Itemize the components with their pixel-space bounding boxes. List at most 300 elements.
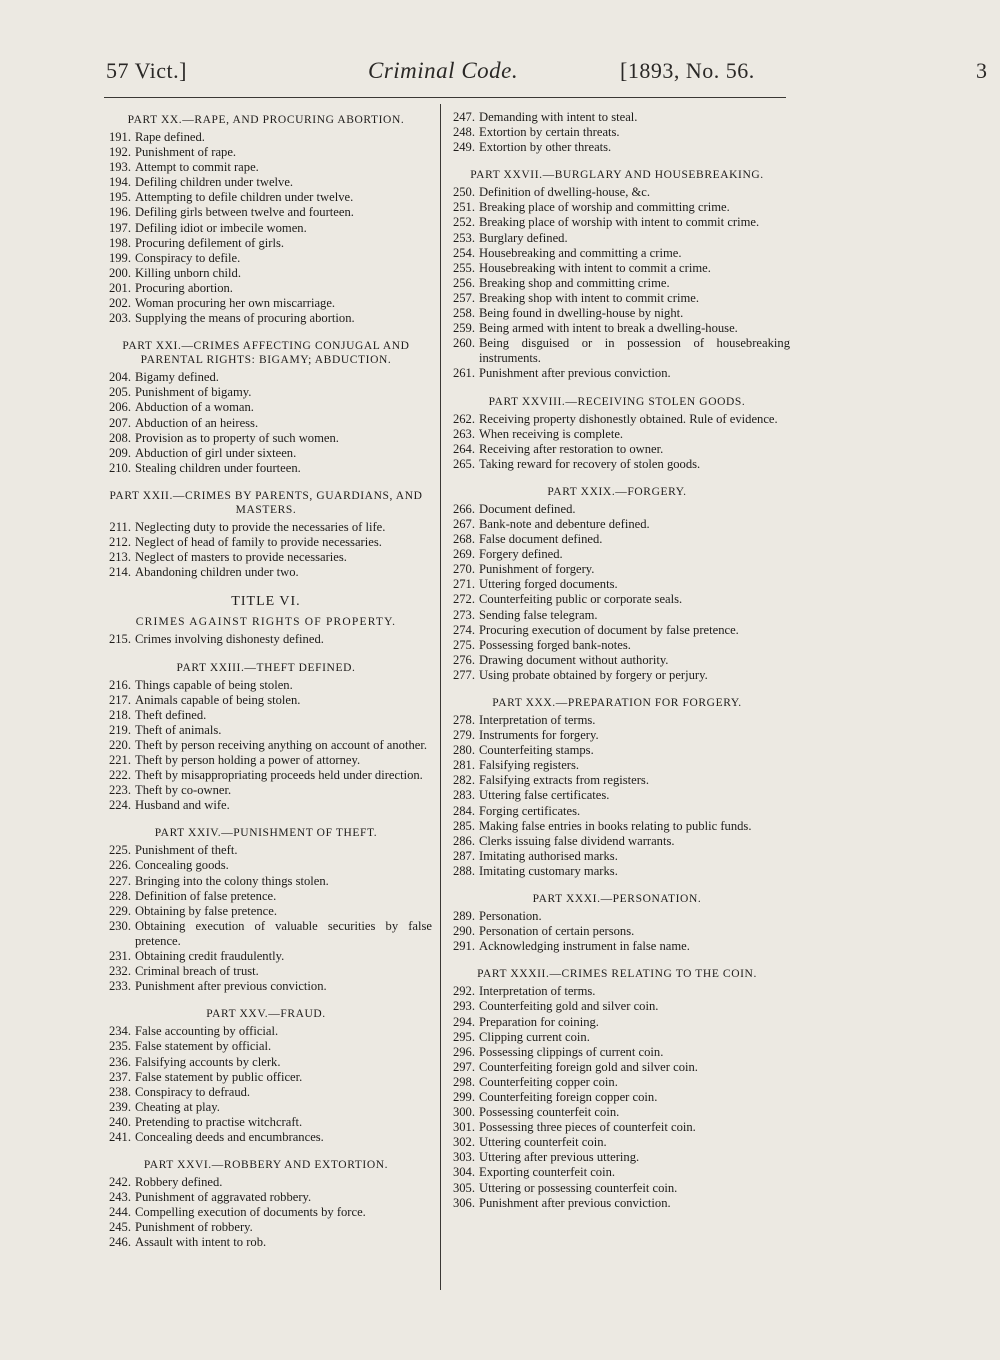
section-number: 284. xyxy=(452,803,475,818)
section-number: 200. xyxy=(108,265,131,280)
part-heading: PART XXXII.—CRIMES RELATING TO THE COIN. xyxy=(477,968,757,981)
section-number: 280. xyxy=(452,743,475,758)
section-entry xyxy=(444,140,790,155)
section-title: Housebreaking with intent to commit a crime. xyxy=(479,260,711,275)
section-entry xyxy=(100,1070,432,1085)
section-entry xyxy=(444,653,790,668)
section-number: 241. xyxy=(108,1129,131,1144)
section-number: 222. xyxy=(108,768,131,783)
section-entry xyxy=(444,321,790,336)
section-title: Assault with intent to rob. xyxy=(135,1235,267,1250)
section-entry xyxy=(444,427,790,442)
section-title: Concealing deeds and encumbrances. xyxy=(135,1129,324,1144)
section-title: Punishment after previous conviction. xyxy=(479,1195,671,1210)
section-number: 260. xyxy=(452,336,475,351)
section-entry xyxy=(100,783,432,798)
section-title: Clerks issuing false dividend warrants. xyxy=(479,833,675,848)
section-entry xyxy=(444,743,790,758)
section-number: 302. xyxy=(452,1135,475,1150)
header-rule xyxy=(104,97,786,98)
section-number: 247. xyxy=(452,110,475,124)
section-entry xyxy=(100,145,432,160)
section-number: 306. xyxy=(452,1195,475,1210)
section-number: 249. xyxy=(452,140,475,155)
part-heading: PART XXVII.—BURGLARY AND HOUSEBREAKING. xyxy=(470,169,764,182)
section-entry xyxy=(444,924,790,939)
section-entry xyxy=(100,130,432,145)
section-entry xyxy=(100,858,432,873)
section-title: Possessing three pieces of counterfeit coin. xyxy=(479,1120,696,1135)
section-number: 215. xyxy=(108,632,131,647)
section-number: 213. xyxy=(108,550,131,565)
part-heading: PART XXVIII.—RECEIVING STOLEN GOODS. xyxy=(488,395,746,408)
section-title: Stealing children under fourteen. xyxy=(135,460,301,475)
section-entry xyxy=(444,366,790,381)
section-number: 279. xyxy=(452,728,475,743)
section-entry xyxy=(444,1165,790,1180)
section-entry xyxy=(100,693,432,708)
section-entry xyxy=(444,246,790,261)
section-entry xyxy=(444,999,790,1014)
section-entry xyxy=(100,1235,432,1250)
section-entry xyxy=(444,984,790,999)
section-entry xyxy=(100,205,432,220)
section-number: 231. xyxy=(108,949,131,964)
section-entry xyxy=(444,261,790,276)
section-number: 252. xyxy=(452,215,475,230)
section-entry xyxy=(444,1135,790,1150)
section-entry xyxy=(100,221,432,236)
section-entry xyxy=(444,336,790,366)
section-number: 261. xyxy=(452,366,475,381)
section-entry xyxy=(444,713,790,728)
section-title: Defiling children under twelve. xyxy=(135,175,294,190)
section-number: 234. xyxy=(108,1024,131,1039)
section-entry xyxy=(100,236,432,251)
section-entry xyxy=(100,281,432,296)
section-entry xyxy=(444,1030,790,1045)
section-entry xyxy=(100,1100,432,1115)
section-title: Neglect of masters to provide necessaries. xyxy=(135,550,347,565)
section-title: Theft by person holding a power of attorney. xyxy=(135,753,361,767)
section-title: Things capable of being stolen. xyxy=(135,677,293,692)
section-title: Attempt to commit rape. xyxy=(135,160,259,175)
title-heading-block xyxy=(100,594,432,630)
section-number: 242. xyxy=(108,1175,131,1190)
section-entry xyxy=(444,638,790,653)
section-number: 204. xyxy=(108,370,131,385)
section-entry xyxy=(444,125,790,140)
section-entry xyxy=(444,849,790,864)
section-number: 299. xyxy=(452,1089,475,1104)
section-title: Theft by person receiving anything on account of another. xyxy=(135,737,428,752)
section-title: Uttering after previous uttering. xyxy=(479,1150,640,1165)
section-number: 226. xyxy=(108,858,131,873)
section-number: 225. xyxy=(108,843,131,858)
section-number: 229. xyxy=(108,903,131,918)
part-heading: PART XXIV.—PUNISHMENT OF THEFT. xyxy=(154,827,378,840)
section-number: 205. xyxy=(108,385,131,400)
section-title: Uttering counterfeit coin. xyxy=(479,1135,607,1150)
section-number: 196. xyxy=(108,205,131,220)
section-title: Criminal breach of trust. xyxy=(135,964,259,979)
section-number: 293. xyxy=(452,999,475,1014)
section-title: Provision as to property of such women. xyxy=(135,430,339,445)
section-number: 296. xyxy=(452,1044,475,1059)
section-number: 291. xyxy=(452,939,475,954)
section-title: Supplying the means of procuring abortion. xyxy=(135,311,355,326)
right-column xyxy=(440,104,790,1290)
section-title: Definition of dwelling-house, &c. xyxy=(479,185,651,200)
section-title: Personation. xyxy=(479,909,542,924)
section-title: Theft by misappropriating proceeds held under direction. xyxy=(135,768,423,783)
section-title: Imitating authorised marks. xyxy=(479,848,618,863)
section-title: Crimes involving dishonesty defined. xyxy=(135,632,324,647)
section-number: 216. xyxy=(108,677,131,692)
title-heading: TITLE VI. xyxy=(231,594,301,610)
section-title: Taking reward for recovery of stolen goods. xyxy=(479,456,701,471)
section-title: Imitating customary marks. xyxy=(479,863,618,878)
section-title: Punishment of rape. xyxy=(135,145,237,160)
section-number: 208. xyxy=(108,430,131,445)
section-title: Attempting to defile children under twelve. xyxy=(135,190,354,205)
section-title: Pretending to practise witchcraft. xyxy=(135,1114,303,1129)
section-entry xyxy=(100,1220,432,1235)
section-number: 250. xyxy=(452,185,475,200)
section-number: 211. xyxy=(109,519,131,534)
section-title: Obtaining execution of valuable securities by false pretence. xyxy=(135,918,432,948)
section-entry xyxy=(100,723,432,738)
part-heading: PART XXIII.—THEFT DEFINED. xyxy=(176,661,356,674)
section-entry xyxy=(100,949,432,964)
part-heading: PART XXV.—FRAUD. xyxy=(206,1008,326,1021)
section-number: 246. xyxy=(108,1235,131,1250)
section-number: 220. xyxy=(108,737,131,752)
section-number: 191. xyxy=(108,130,131,144)
section-title: Breaking place of worship with intent to commit crime. xyxy=(479,215,760,230)
section-entry xyxy=(100,874,432,889)
section-entry xyxy=(100,843,432,858)
section-number: 218. xyxy=(108,707,131,722)
title-subheading: CRIMES AGAINST RIGHTS OF PROPERTY. xyxy=(135,616,397,629)
section-title: Obtaining by false pretence. xyxy=(135,903,277,918)
section-entry xyxy=(100,919,432,949)
section-number: 270. xyxy=(452,562,475,577)
part-heading: PART XXIX.—FORGERY. xyxy=(547,485,687,498)
section-title: Counterfeiting copper coin. xyxy=(479,1074,618,1089)
section-entry xyxy=(444,1015,790,1030)
section-number: 276. xyxy=(452,652,475,667)
section-title: Punishment of aggravated robbery. xyxy=(135,1190,312,1205)
section-title: Being disguised or in possession of housebreaking instruments. xyxy=(479,336,790,366)
section-title: Abandoning children under two. xyxy=(135,565,299,580)
section-number: 228. xyxy=(108,888,131,903)
section-number: 193. xyxy=(108,160,131,175)
section-number: 237. xyxy=(108,1069,131,1084)
page-number: 3 xyxy=(976,58,988,83)
section-entry xyxy=(444,1075,790,1090)
section-number: 195. xyxy=(108,190,131,205)
section-entry xyxy=(100,1115,432,1130)
section-title: Procuring abortion. xyxy=(135,280,233,295)
section-number: 303. xyxy=(452,1150,475,1165)
section-entry xyxy=(444,773,790,788)
section-title: Procuring execution of document by false pretence. xyxy=(479,622,739,637)
section-title: Burglary defined. xyxy=(479,230,568,245)
section-title: Obtaining credit fraudulently. xyxy=(135,949,285,964)
section-entry xyxy=(100,889,432,904)
section-number: 197. xyxy=(108,220,131,235)
part-heading: PART XXX.—PREPARATION FOR FORGERY. xyxy=(492,697,742,709)
section-entry xyxy=(100,964,432,979)
section-number: 227. xyxy=(108,873,131,888)
section-number: 256. xyxy=(452,275,475,290)
section-number: 244. xyxy=(108,1205,131,1220)
section-entry xyxy=(444,668,790,683)
section-entry xyxy=(444,788,790,803)
section-entry xyxy=(444,231,790,246)
section-entry xyxy=(100,251,432,266)
section-number: 269. xyxy=(452,547,475,562)
section-title: Possessing forged bank-notes. xyxy=(479,637,631,652)
section-number: 198. xyxy=(108,235,131,250)
section-title: Personation of certain persons. xyxy=(479,924,635,939)
section-entry xyxy=(444,502,790,517)
section-number: 219. xyxy=(108,722,131,737)
section-entry xyxy=(444,215,790,230)
section-title: Bigamy defined. xyxy=(135,370,219,385)
section-entry xyxy=(100,1024,432,1039)
section-entry xyxy=(444,291,790,306)
section-title: When receiving is complete. xyxy=(479,426,624,441)
section-entry xyxy=(100,446,432,461)
section-number: 209. xyxy=(108,445,131,460)
section-title: Sending false telegram. xyxy=(479,607,598,622)
section-entry xyxy=(444,1060,790,1075)
section-title: Acknowledging instrument in false name. xyxy=(479,939,690,954)
section-number: 192. xyxy=(108,145,131,160)
section-number: 251. xyxy=(452,200,475,215)
section-entry xyxy=(444,939,790,954)
section-entry xyxy=(444,1181,790,1196)
section-title: Rape defined. xyxy=(135,130,205,144)
section-entry xyxy=(100,520,432,535)
section-number: 300. xyxy=(452,1105,475,1120)
section-title: Falsifying extracts from registers. xyxy=(479,773,649,788)
part-heading: PART XXII.—CRIMES BY PARENTS, GUARDIANS, AND MASTERS. xyxy=(109,489,423,516)
section-title: Bringing into the colony things stolen. xyxy=(135,873,329,888)
section-entry xyxy=(444,276,790,291)
section-title: Counterfeiting gold and silver coin. xyxy=(479,999,659,1014)
section-title: Making false entries in books relating to public funds. xyxy=(479,818,752,833)
section-title: Procuring defilement of girls. xyxy=(135,235,284,250)
section-number: 257. xyxy=(452,290,475,305)
section-entry xyxy=(444,1150,790,1165)
section-title: Neglecting duty to provide the necessaries of life. xyxy=(135,519,386,534)
section-number: 206. xyxy=(108,400,131,415)
part-heading: PART XX.—RAPE, AND PROCURING ABORTION. xyxy=(127,114,405,126)
section-number: 274. xyxy=(452,622,475,637)
section-entry xyxy=(444,532,790,547)
section-title: Uttering or possessing counterfeit coin. xyxy=(479,1180,678,1195)
left-column xyxy=(100,110,432,1251)
section-title: False statement by public officer. xyxy=(135,1069,303,1084)
section-entry xyxy=(100,1205,432,1220)
section-title: Counterfeiting foreign copper coin. xyxy=(479,1089,658,1104)
section-title: Receiving property dishonestly obtained. Rule of evidence. xyxy=(479,411,778,426)
section-entry xyxy=(100,400,432,415)
section-number: 287. xyxy=(452,848,475,863)
section-entry xyxy=(100,461,432,476)
section-number: 298. xyxy=(452,1074,475,1089)
section-title: Being armed with intent to break a dwelling-house. xyxy=(479,321,738,336)
section-entry xyxy=(444,1105,790,1120)
section-number: 255. xyxy=(452,260,475,275)
section-title: Definition of false pretence. xyxy=(135,888,277,903)
section-title: Theft by co-owner. xyxy=(135,783,232,798)
part-heading: PART XXI.—CRIMES AFFECTING CONJUGAL AND PARENTAL RIGHTS: BIGAMY; ABDUCTION. xyxy=(122,340,410,367)
section-title: Defiling girls between twelve and fourteen. xyxy=(135,205,354,220)
section-entry xyxy=(100,311,432,326)
section-number: 238. xyxy=(108,1084,131,1099)
section-title: Extortion by other threats. xyxy=(479,140,612,155)
section-title: Demanding with intent to steal. xyxy=(479,110,638,124)
section-number: 254. xyxy=(452,245,475,260)
section-number: 265. xyxy=(452,456,475,471)
section-title: Abduction of girl under sixteen. xyxy=(135,445,297,460)
section-title: Falsifying accounts by clerk. xyxy=(135,1054,281,1069)
section-entry xyxy=(444,864,790,879)
section-number: 301. xyxy=(452,1120,475,1135)
section-title: Punishment of theft. xyxy=(135,843,238,858)
section-entry xyxy=(100,904,432,919)
section-title: Husband and wife. xyxy=(135,798,230,813)
running-head-regnal-year: 57 Vict.] xyxy=(106,58,187,83)
section-title: Robbery defined. xyxy=(135,1175,223,1190)
section-entry xyxy=(444,758,790,773)
section-entry xyxy=(100,632,432,647)
section-title: Bank-note and debenture defined. xyxy=(479,516,650,531)
section-number: 217. xyxy=(108,692,131,707)
section-entry xyxy=(444,457,790,472)
section-number: 290. xyxy=(452,924,475,939)
section-title: Interpretation of terms. xyxy=(479,713,596,727)
section-number: 288. xyxy=(452,863,475,878)
section-title: Conspiracy to defraud. xyxy=(135,1084,251,1099)
section-title: Theft of animals. xyxy=(135,722,222,737)
section-number: 240. xyxy=(108,1114,131,1129)
section-title: Housebreaking and committing a crime. xyxy=(479,245,682,260)
section-title: Drawing document without authority. xyxy=(479,652,669,667)
section-number: 230. xyxy=(108,918,131,933)
section-number: 264. xyxy=(452,441,475,456)
section-title: Punishment after previous conviction. xyxy=(135,979,327,994)
section-entry xyxy=(100,678,432,693)
section-entry xyxy=(444,185,790,200)
section-number: 262. xyxy=(452,411,475,426)
section-title: Conspiracy to defile. xyxy=(135,250,241,265)
section-title: Forging certificates. xyxy=(479,803,581,818)
section-number: 285. xyxy=(452,818,475,833)
section-entry xyxy=(100,296,432,311)
section-title: Punishment after previous conviction. xyxy=(479,366,671,381)
section-title: False statement by official. xyxy=(135,1039,272,1054)
section-title: Counterfeiting public or corporate seals. xyxy=(479,592,683,607)
section-title: Receiving after restoration to owner. xyxy=(479,441,664,456)
section-entry xyxy=(100,768,432,783)
section-number: 286. xyxy=(452,833,475,848)
section-number: 268. xyxy=(452,532,475,547)
section-title: Punishment of robbery. xyxy=(135,1220,253,1235)
section-number: 281. xyxy=(452,758,475,773)
section-number: 214. xyxy=(108,565,131,580)
running-head-title: Criminal Code. xyxy=(368,58,519,83)
section-title: Theft defined. xyxy=(135,707,207,722)
running-head-act-number: [1893, No. 56. xyxy=(620,58,755,83)
section-entry xyxy=(100,708,432,723)
section-entry xyxy=(444,909,790,924)
section-number: 275. xyxy=(452,637,475,652)
section-number: 289. xyxy=(452,909,475,924)
section-entry xyxy=(100,1055,432,1070)
section-number: 207. xyxy=(108,415,131,430)
section-title: Cheating at play. xyxy=(135,1099,220,1114)
section-title: Counterfeiting foreign gold and silver coin. xyxy=(479,1059,698,1074)
section-entry xyxy=(444,623,790,638)
section-number: 304. xyxy=(452,1165,475,1180)
section-number: 223. xyxy=(108,783,131,798)
section-entry xyxy=(444,592,790,607)
section-title: Woman procuring her own miscarriage. xyxy=(135,296,336,311)
section-number: 194. xyxy=(108,175,131,190)
section-title: Extortion by certain threats. xyxy=(479,125,620,140)
section-title: Abduction of an heiress. xyxy=(135,415,259,430)
section-entry xyxy=(444,442,790,457)
section-entry xyxy=(100,266,432,281)
section-title: Uttering forged documents. xyxy=(479,577,618,592)
section-entry xyxy=(444,517,790,532)
section-number: 263. xyxy=(452,426,475,441)
section-number: 224. xyxy=(108,798,131,813)
section-title: Document defined. xyxy=(479,501,576,516)
section-entry xyxy=(100,753,432,768)
section-entry xyxy=(100,565,432,580)
section-entry xyxy=(444,1045,790,1060)
section-title: Exporting counterfeit coin. xyxy=(479,1165,616,1180)
section-title: Using probate obtained by forgery or perjury. xyxy=(479,667,708,682)
section-title: Possessing clippings of current coin. xyxy=(479,1044,664,1059)
section-number: 305. xyxy=(452,1180,475,1195)
section-title: Breaking place of worship and committing crime. xyxy=(479,200,730,215)
section-number: 248. xyxy=(452,125,475,140)
section-number: 199. xyxy=(108,250,131,265)
section-entry xyxy=(444,547,790,562)
section-title: Forgery defined. xyxy=(479,547,563,562)
section-number: 273. xyxy=(452,607,475,622)
section-entry xyxy=(100,160,432,175)
section-number: 259. xyxy=(452,321,475,336)
section-title: False accounting by official. xyxy=(135,1024,279,1039)
section-number: 210. xyxy=(108,460,131,475)
section-entry xyxy=(100,1039,432,1054)
section-title: Interpretation of terms. xyxy=(479,984,596,999)
part-heading: PART XXVI.—ROBBERY AND EXTORTION. xyxy=(143,1159,389,1172)
section-number: 294. xyxy=(452,1014,475,1029)
section-entry xyxy=(444,577,790,592)
section-entry xyxy=(100,416,432,431)
section-number: 272. xyxy=(452,592,475,607)
section-title: Preparation for coining. xyxy=(479,1014,599,1029)
